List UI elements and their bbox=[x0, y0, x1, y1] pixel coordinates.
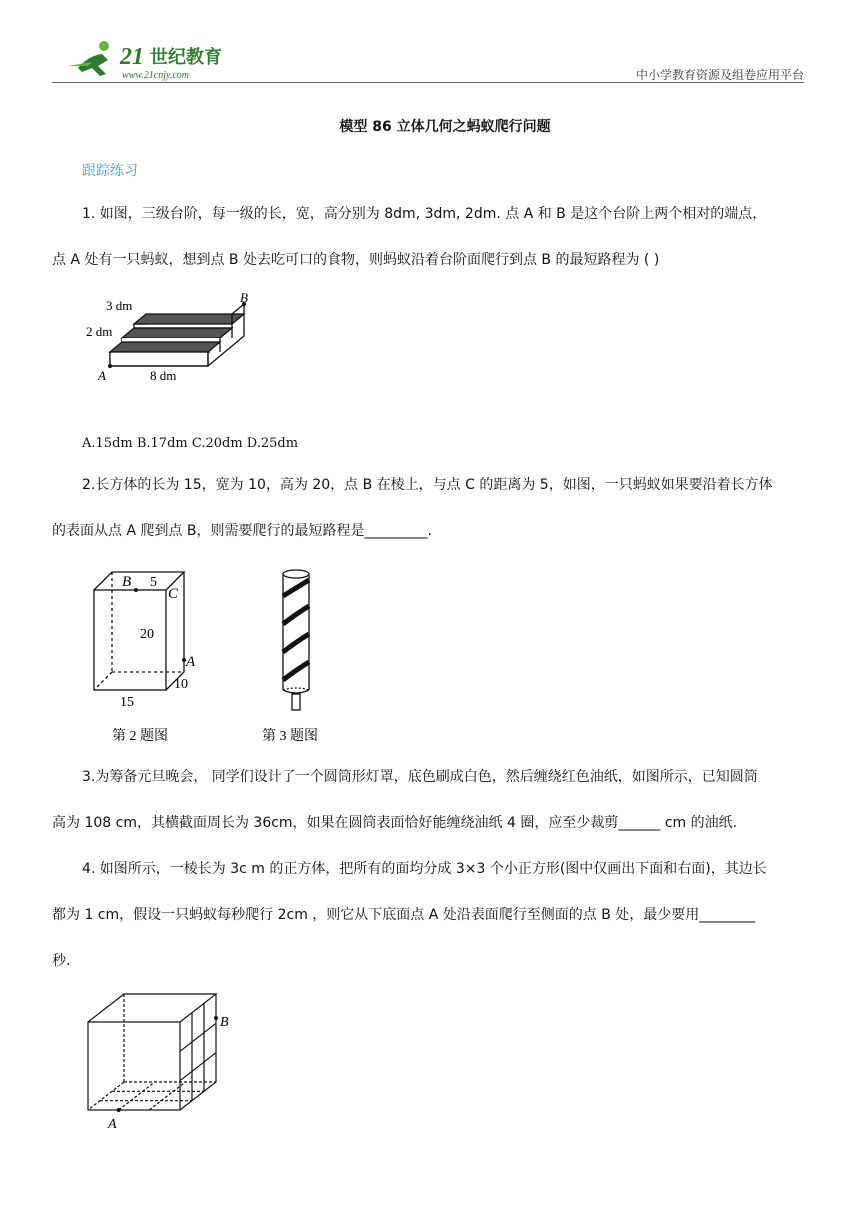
caption-figure-2: 第 2 题图 bbox=[112, 729, 168, 744]
question-2 bbox=[52, 462, 806, 554]
runner-logo-icon bbox=[58, 36, 258, 84]
point-a-marker bbox=[117, 1108, 121, 1112]
svg-text:世纪教育: 世纪教育 bbox=[150, 47, 222, 67]
svg-text:21: 21 bbox=[120, 44, 144, 70]
question-2-line-2: 的表面从点 A 爬到点 B，则需要爬行的最短路程是_________. bbox=[52, 523, 432, 539]
question-1-line-1: 1. 如图，三级台阶，每一级的长，宽，高分别为 8dm, 3dm, 2dm. 点 A 和 B 是这个台阶上两个相对的端点， bbox=[82, 206, 767, 222]
question-3 bbox=[52, 754, 806, 846]
question-1 bbox=[52, 191, 806, 283]
cuboid-figure bbox=[84, 562, 204, 747]
label-width: 3 dm bbox=[106, 298, 133, 313]
logo bbox=[58, 36, 258, 84]
question-2-line-1: 2.长方体的长为 15，宽为 10，高为 20，点 B 在棱上，与点 C 的距离为 5，如图，一只蚂蚁如果要沿着长方体 bbox=[82, 477, 773, 493]
question-4-line-1: 4. 如图所示，一棱长为 3c m 的正方体，把所有的面均分成 3×3 个小正方形(图中仅画出下面和右面)，其边长 bbox=[82, 861, 767, 877]
label-length: 8 dm bbox=[150, 368, 177, 383]
label-15: 15 bbox=[120, 695, 134, 710]
page-header bbox=[52, 36, 804, 84]
caption-figure-3: 第 3 题图 bbox=[262, 729, 318, 744]
label-10: 10 bbox=[174, 677, 188, 692]
label-a: A bbox=[98, 368, 106, 383]
question-4-line-3: 秒. bbox=[52, 953, 71, 969]
label-a: A bbox=[186, 654, 196, 670]
question-1-options: A.15dm B.17dm C.20dm D.25dm bbox=[82, 436, 299, 451]
label-b: B bbox=[240, 292, 248, 305]
svg-text:www.21cnjy.com: www.21cnjy.com bbox=[122, 70, 190, 81]
question-3-line-1: 3.为筹备元旦晚会， 同学们设计了一个圆筒形灯罩，底色刷成白色，然后缠绕红色油纸，如图所示，已知圆筒 bbox=[82, 769, 758, 785]
label-height: 2 dm bbox=[86, 324, 113, 339]
point-b-marker bbox=[134, 588, 138, 592]
label-c: C bbox=[168, 586, 179, 602]
page-title: 模型 86 立体几何之蚂蚁爬行问题 bbox=[339, 119, 551, 135]
cylinder-figure bbox=[256, 566, 346, 747]
point-a-marker bbox=[108, 364, 112, 368]
label-a: A bbox=[108, 1117, 117, 1132]
header-divider bbox=[52, 82, 804, 83]
point-b-marker bbox=[214, 1016, 218, 1020]
section-heading: 跟踪练习 bbox=[82, 163, 138, 179]
cube-grid-figure bbox=[82, 988, 242, 1134]
question-4-line-2: 都为 1 cm，假设一只蚂蚁每秒爬行 2cm ，则它从下底面点 A 处沿表面爬行至侧面的点 B 处，最少要用________ bbox=[52, 907, 756, 923]
question-3-line-2: 高为 108 cm，其横截面周长为 36cm，如果在圆筒表面恰好能缠绕油纸 4 圈，应至少裁剪______ cm 的油纸. bbox=[52, 815, 738, 831]
label-5: 5 bbox=[150, 575, 157, 590]
label-b: B bbox=[122, 574, 132, 590]
question-4 bbox=[52, 846, 806, 984]
stairs-figure bbox=[80, 292, 260, 384]
question-1-line-2: 点 A 处有一只蚂蚁，想到点 B 处去吃可口的食物，则蚂蚁沿着台阶面爬行到点 B 的最短路程为 ( ) bbox=[52, 252, 660, 268]
label-b: B bbox=[220, 1015, 229, 1030]
site-name: 中小学教育资源及组卷应用平台 bbox=[635, 68, 804, 82]
label-20: 20 bbox=[140, 627, 154, 642]
